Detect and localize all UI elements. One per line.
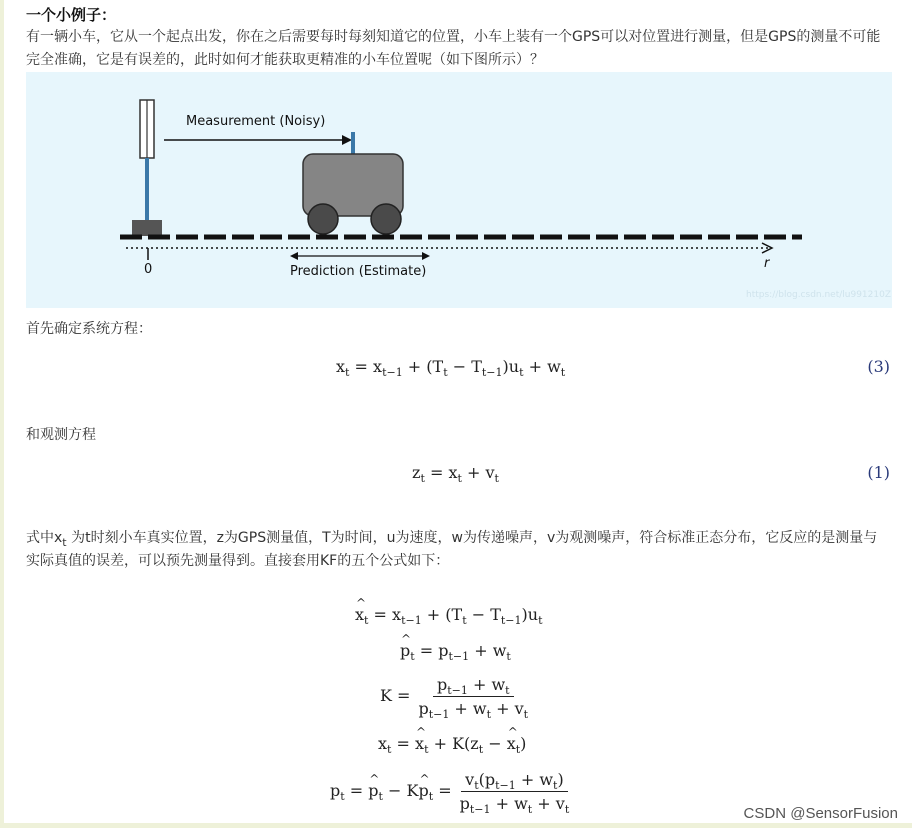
kalman-car-figure [26,72,892,308]
description-post: 为t时刻小车真实位置，z为GPS测量值，T为时间，u为速度，w为传递噪声，v为观测噪声，符合标准正态分布，它反应的是测量与实际真值的误差，可以预先测量得到。直接套用KF的五个公式如下： [26,530,878,569]
system-equation: $x_t = x_{t-1} + (T_t - T_{t-1})u_t + w_t$ [336,357,566,379]
car-antenna [351,132,355,156]
prediction-label: Prediction (Estimate) [290,264,427,279]
car-diagram [26,72,892,308]
page-bottom-border [0,823,912,828]
observation-equation-label: 和观测方程 [26,427,96,443]
kf-update-covariance: $p_t$ = ^ $p_t$ − K^ $p_t$ = $\frac{v_t(p_{t-1} + w_t)}{p_{t-1} + w_t + v_t}$ [330,770,577,813]
system-equation-label: 首先确定系统方程： [26,321,152,337]
gps-base [132,220,162,236]
page-left-border [0,0,4,828]
gps-pole [145,158,149,222]
observation-equation: $z_t = x_t + v_t$ [412,463,499,485]
car-wheel-rear [308,204,338,234]
kf-predict-covariance: ^ $p_t = p_{t-1} + w_t$ [400,641,511,660]
description-subscript: t [62,536,67,549]
description-pre: 式中x [26,530,63,546]
axis-label: r [764,256,770,271]
description-paragraph [26,527,888,573]
csdn-watermark: CSDN @SensorFusion [743,805,898,822]
origin-label: 0 [144,262,153,277]
image-watermark: https://blog.csdn.net/lu991210Z [746,290,891,300]
kf-gain: K = $\frac{p_{t-1} + w_t}{p_{t-1} + w_t + v_t}$ [380,675,529,721]
car-wheel-front [371,204,401,234]
kf-update-state: $x_t$ = ^ $x_t + K(z_t$ − ^ $x_t$) [378,734,526,753]
equation-number-1: (1) [867,463,890,482]
intro-paragraph: 有一辆小车，它从一个起点出发，你在之后需要每时每刻知道它的位置，小车上装有一个GPS可以对位置进行测量，但是GPS的测量不可能完全准确，它是有误差的，此时如何才能获取更精准的小车位置呢（如下图所示）？ [26,29,881,68]
section-heading: 一个小例子： [26,6,117,24]
kf-predict-state: ^ $x_t = x_{t-1} + (T_t - T_{t-1})u_t$ [355,605,542,624]
equation-number-3: (3) [867,357,890,376]
measurement-label: Measurement (Noisy) [186,114,326,129]
